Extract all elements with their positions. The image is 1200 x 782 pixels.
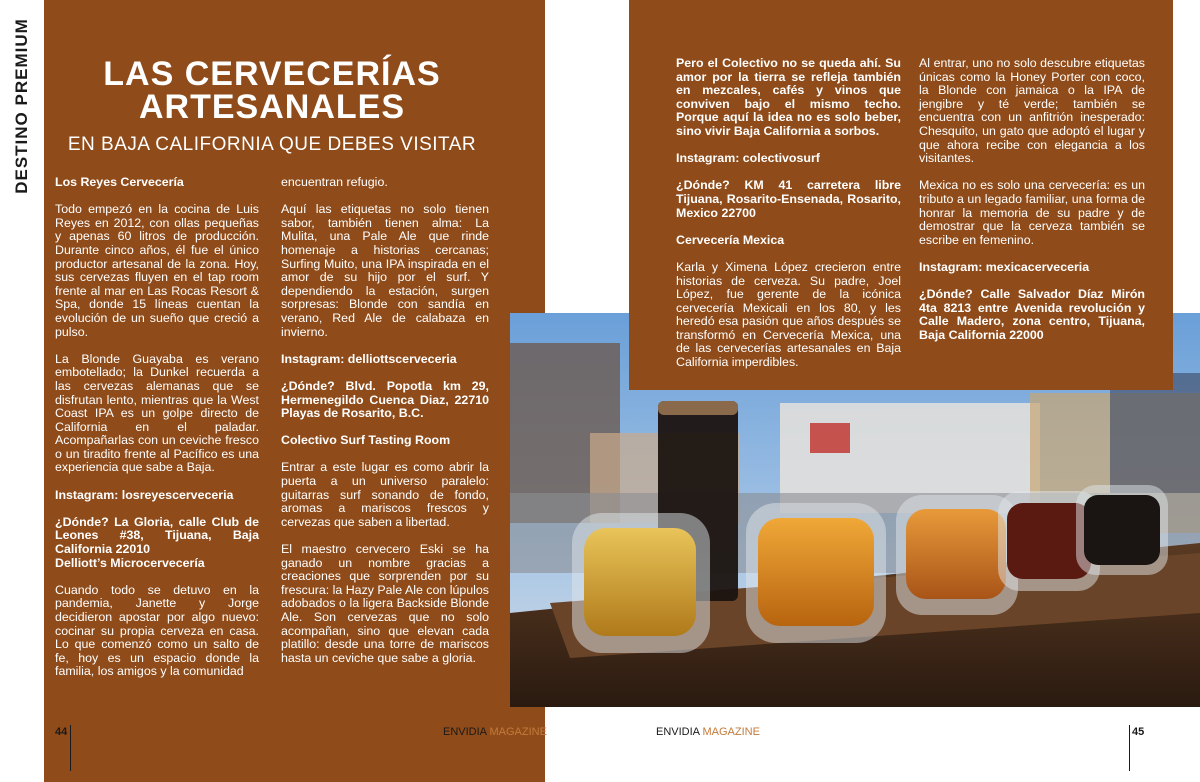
instagram-handle: Instagram: delliottscerveceria: [281, 351, 457, 366]
magazine-footer-right: [656, 726, 760, 738]
left-column-2: [281, 176, 489, 679]
brewery-heading-delliotts: Delliott’s Microcervecería: [55, 555, 205, 570]
paragraph: La Blonde Guayaba es verano embotellado; la Dunkel recuerda a las cervezas alemanas que se disfrutan lento, mientras que la West Coast IPA es un golpe directo de California en el paladar. Acompañarlas con un ceviche fresco o un tiradito frente al Pacífico es una experiencia que sabe a Baja.: [55, 351, 259, 475]
paragraph: Aquí las etiquetas no solo tienen sabor, también tienen alma: La Mulita, una Pale Ale que rinde homenaje a historias cercanas; Surfing Muito, una IPA inspirada en el amor de su hijo por el surf. Y dependiendo la estación, surgen sorpresas: Blonde con sandía en verano, Red Ale de calabaza en invierno.: [281, 202, 489, 339]
left-column-1: [55, 176, 259, 693]
article-subtitle: EN BAJA CALIFORNIA QUE DEBES VISITAR: [67, 134, 477, 155]
paragraph: encuentran refugio.: [281, 175, 388, 189]
page-number-left: 44: [55, 726, 68, 738]
address-los-reyes: ¿Dónde? La Gloria, calle Club de Leones #38, Tijuana, Baja California 22010: [55, 514, 259, 557]
brewery-heading-los-reyes: Los Reyes Cervecería: [55, 175, 184, 189]
paragraph: Entrar a este lugar es como abrir la puerta a un universo paralelo: guitarras surf sonando de fondo, aromas a mariscos frescos y cervezas que saben a libertad.: [281, 460, 489, 529]
article-title: [44, 55, 500, 126]
section-tab: [0, 0, 44, 212]
brewery-heading-colectivo: Colectivo Surf Tasting Room: [281, 433, 451, 448]
paragraph: Mexica no es solo una cervecería: es un tributo a un legado familiar, una forma de honrar la memoria de su padre y de demostrar que la cerveza también se escribe en femenino.: [919, 178, 1145, 247]
instagram-handle: Instagram: losreyescerveceria: [55, 487, 234, 502]
title-line-2: ARTESANALES: [138, 88, 406, 126]
page-number-right: 45: [1132, 726, 1145, 738]
address-mexica: ¿Dónde? Calle Salvador Díaz Mirón 4ta 8213 entre Avenida revolución y Calle Madero, zona centro, Tijuana, Baja California 22000: [919, 287, 1145, 342]
right-column-1: [676, 57, 901, 383]
instagram-handle: Instagram: mexicacerveceria: [919, 259, 1090, 274]
folio-rule-right: [1129, 725, 1130, 771]
paragraph: Todo empezó en la cocina de Luis Reyes en 2012, con ollas pequeñas y apenas 60 litros de producción. Durante cinco años, él fue el único productor artesanal de la zona. Hoy, sus cervezas fluyen en el tap room frente al mar en Las Rocas Resort & Spa, donde 15 líneas cuentan la evolución de un sueño que creció a pulso.: [55, 202, 259, 339]
magazine-name: ENVIDIA: [656, 726, 700, 738]
brewery-heading-mexica: Cervecería Mexica: [676, 232, 785, 247]
magazine-accent: MAGAZINE: [702, 726, 760, 738]
folio-rule-left: [70, 725, 71, 771]
right-column-2: [919, 57, 1145, 356]
instagram-handle: Instagram: colectivosurf: [676, 151, 820, 166]
title-line-1: LAS CERVECERÍAS: [103, 55, 441, 93]
paragraph: El maestro cervecero Eski se ha ganado un nombre gracias a creaciones que sorprenden por su frescura: la Hazy Pale Ale con lúpulos adobados o la ligera Backside Blonde Ale. Son cervezas que no solo acompañan, sino que elevan cada platillo: desde una torre de mariscos hasta un ceviche que sabe a gloria.: [281, 542, 489, 665]
paragraph: Cuando todo se detuvo en la pandemia, Janette y Jorge decidieron apostar por algo nuevo: cocinar su propia cerveza en casa. Lo que comenzó como un salto de fe, hoy es un espacio donde la familia, los amigos y la comunidad: [55, 582, 259, 679]
paragraph-intro: Pero el Colectivo no se queda ahí. Su amor por la tierra se refleja también en mezcales, cafés y vinos que conviven bajo el mismo techo. Porque aquí la idea no es solo beber, sino vivir Baja California a sorbos.: [676, 56, 901, 138]
address-delliotts: ¿Dónde? Blvd. Popotla km 29, Hermenegildo Cuenca Diaz, 22710 Playas de Rosarito, B.C.: [281, 378, 489, 421]
section-tab-label: DESTINO PREMIUM: [12, 18, 31, 194]
magazine-name: ENVIDIA: [443, 726, 487, 738]
paragraph: Al entrar, uno no solo descubre etiquetas únicas como la Honey Porter con coco, la Blonde con jamaica o la IPA de jengibre y té verde; también se encuentra con un anfitrión inesperado: Chesquito, un gato que adoptó el lugar y que ahora recibe con elegancia a los visitantes.: [919, 56, 1145, 166]
paragraph: Karla y Ximena López crecieron entre historias de cerveza. Su padre, Joel López, fue gerente de la icónica cervecería Mexicali en los 80, y les heredó esa pasión que años después se transformó en Cervecería Mexica, una de las cervecerías artesanales en Baja California imperdibles.: [676, 259, 901, 370]
magazine-footer-left: [443, 726, 547, 738]
magazine-accent: MAGAZINE: [489, 726, 547, 738]
address-colectivo: ¿Dónde? KM 41 carretera libre Tijuana, Rosarito-Ensenada, Rosarito, Mexico 22700: [676, 178, 901, 220]
